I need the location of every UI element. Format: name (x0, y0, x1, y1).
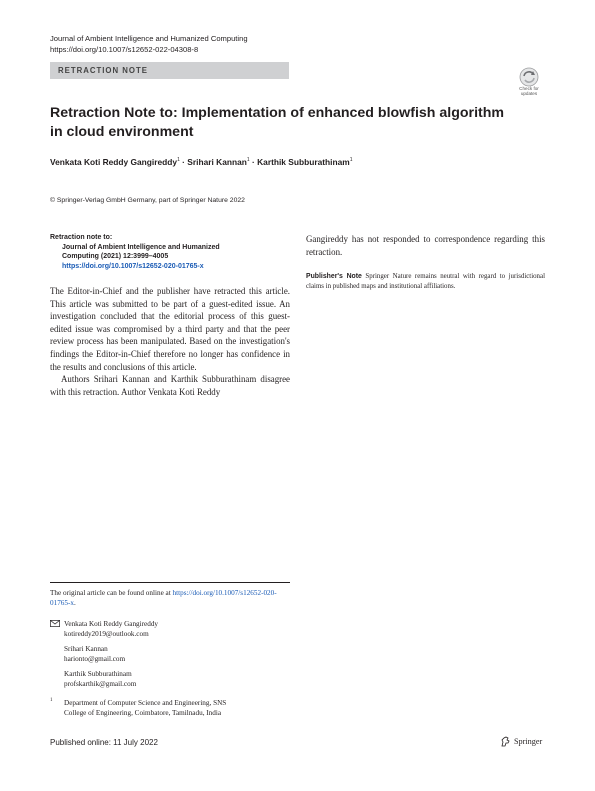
author-name: Srihari Kannan (187, 157, 247, 167)
publisher-note-label: Publisher's Note (306, 273, 362, 281)
body-paragraph: Authors Srihari Kannan and Karthik Subburathinam disagree with this retraction. Author Venkata Koti Reddy (50, 374, 290, 397)
article-title: Retraction Note to: Implementation of enhanced blowfish algorithm in cloud environment (50, 105, 505, 140)
retraction-journal-citation: Computing (2021) 12:3999–4005 (62, 253, 169, 261)
publisher-note (306, 272, 545, 291)
affiliation-line: College of Engineering, Coimbatore, Tamilnadu, India (64, 709, 222, 717)
article-type-banner (50, 62, 289, 79)
article-type-label: RETRACTION NOTE (58, 66, 148, 75)
body-paragraph-continued: Gangireddy has not responded to correspondence regarding this retraction. (306, 234, 545, 257)
contact-name: Srihari Kannan (64, 645, 108, 653)
affiliation-line: Department of Computer Science and Engineering, SNS (64, 699, 227, 707)
contact-email[interactable]: kotireddy2019@outlook.com (64, 630, 149, 638)
original-article-footnote: The original article can be found online at https://doi.org/10.1007/s12652-020-01765-x. (50, 589, 277, 607)
contact-email[interactable]: profskarthik@gmail.com (64, 680, 137, 688)
contact-entry (50, 669, 290, 689)
retraction-journal: Journal of Ambient Intelligence and Humanized (62, 243, 220, 251)
author-name: Karthik Subburathinam (257, 157, 350, 167)
contact-name: Venkata Koti Reddy Gangireddy (64, 620, 159, 628)
publisher-logo (500, 736, 542, 747)
affiliation (50, 698, 290, 718)
body-paragraph: The Editor-in-Chief and the publisher have retracted this article. This article was submitted to be part of a guest-edited issue. An investigation concluded that the editorial process of this guest-edited issue was compromised by a third party and that the peer review process has been manipulated. Based on the investigation's findings the Editor-in-Chief therefore no longer has confidence in the results and conclusions of this article. (50, 286, 290, 372)
footnote-divider (50, 582, 290, 583)
published-date: Published online: 11 July 2022 (50, 738, 158, 747)
body-right-column (306, 233, 545, 291)
journal-name: Journal of Ambient Intelligence and Humanized Computing (50, 34, 248, 43)
journal-header (50, 33, 248, 55)
article-doi[interactable]: https://doi.org/10.1007/s12652-022-04308-8 (50, 45, 199, 54)
retraction-label: Retraction note to: (50, 234, 113, 241)
author-list: Venkata Koti Reddy Gangireddy$^1$ · Srihari Kannan$^1$ · Karthik Subburathinam$^1$ (50, 157, 353, 167)
retraction-reference (50, 233, 290, 271)
author-affiliation-marker: 1 (349, 157, 353, 164)
contact-entry (50, 644, 290, 664)
contact-name: Karthik Subburathinam (64, 670, 132, 678)
publisher-name: Springer (514, 737, 543, 746)
envelope-icon (50, 620, 60, 627)
publisher-note-text: Springer Nature remains neutral with regard to jurisdictional claims in published maps and institutional affiliations. (306, 273, 545, 290)
affiliation-number: 1 (50, 698, 53, 703)
author-affiliation-marker: 1 (246, 157, 250, 164)
body-left-column (50, 285, 290, 398)
retraction-doi-link[interactable]: https://doi.org/10.1007/s12652-020-01765-x (62, 262, 204, 270)
author-affiliation-marker: 1 (177, 157, 180, 164)
check-for-updates-label: Check for updates (519, 86, 539, 96)
copyright-line: © Springer-Verlag GmbH Germany, part of Springer Nature 2022 (50, 197, 245, 204)
contact-email[interactable]: harionto@gmail.com (64, 655, 126, 663)
contact-entry (50, 619, 290, 639)
springer-horse-icon (500, 736, 511, 747)
author-contacts (50, 619, 290, 694)
author-name: Venkata Koti Reddy Gangireddy (50, 157, 178, 167)
original-article-link[interactable]: https://doi.org/10.1007/s12652-020-01765-x (50, 589, 277, 607)
